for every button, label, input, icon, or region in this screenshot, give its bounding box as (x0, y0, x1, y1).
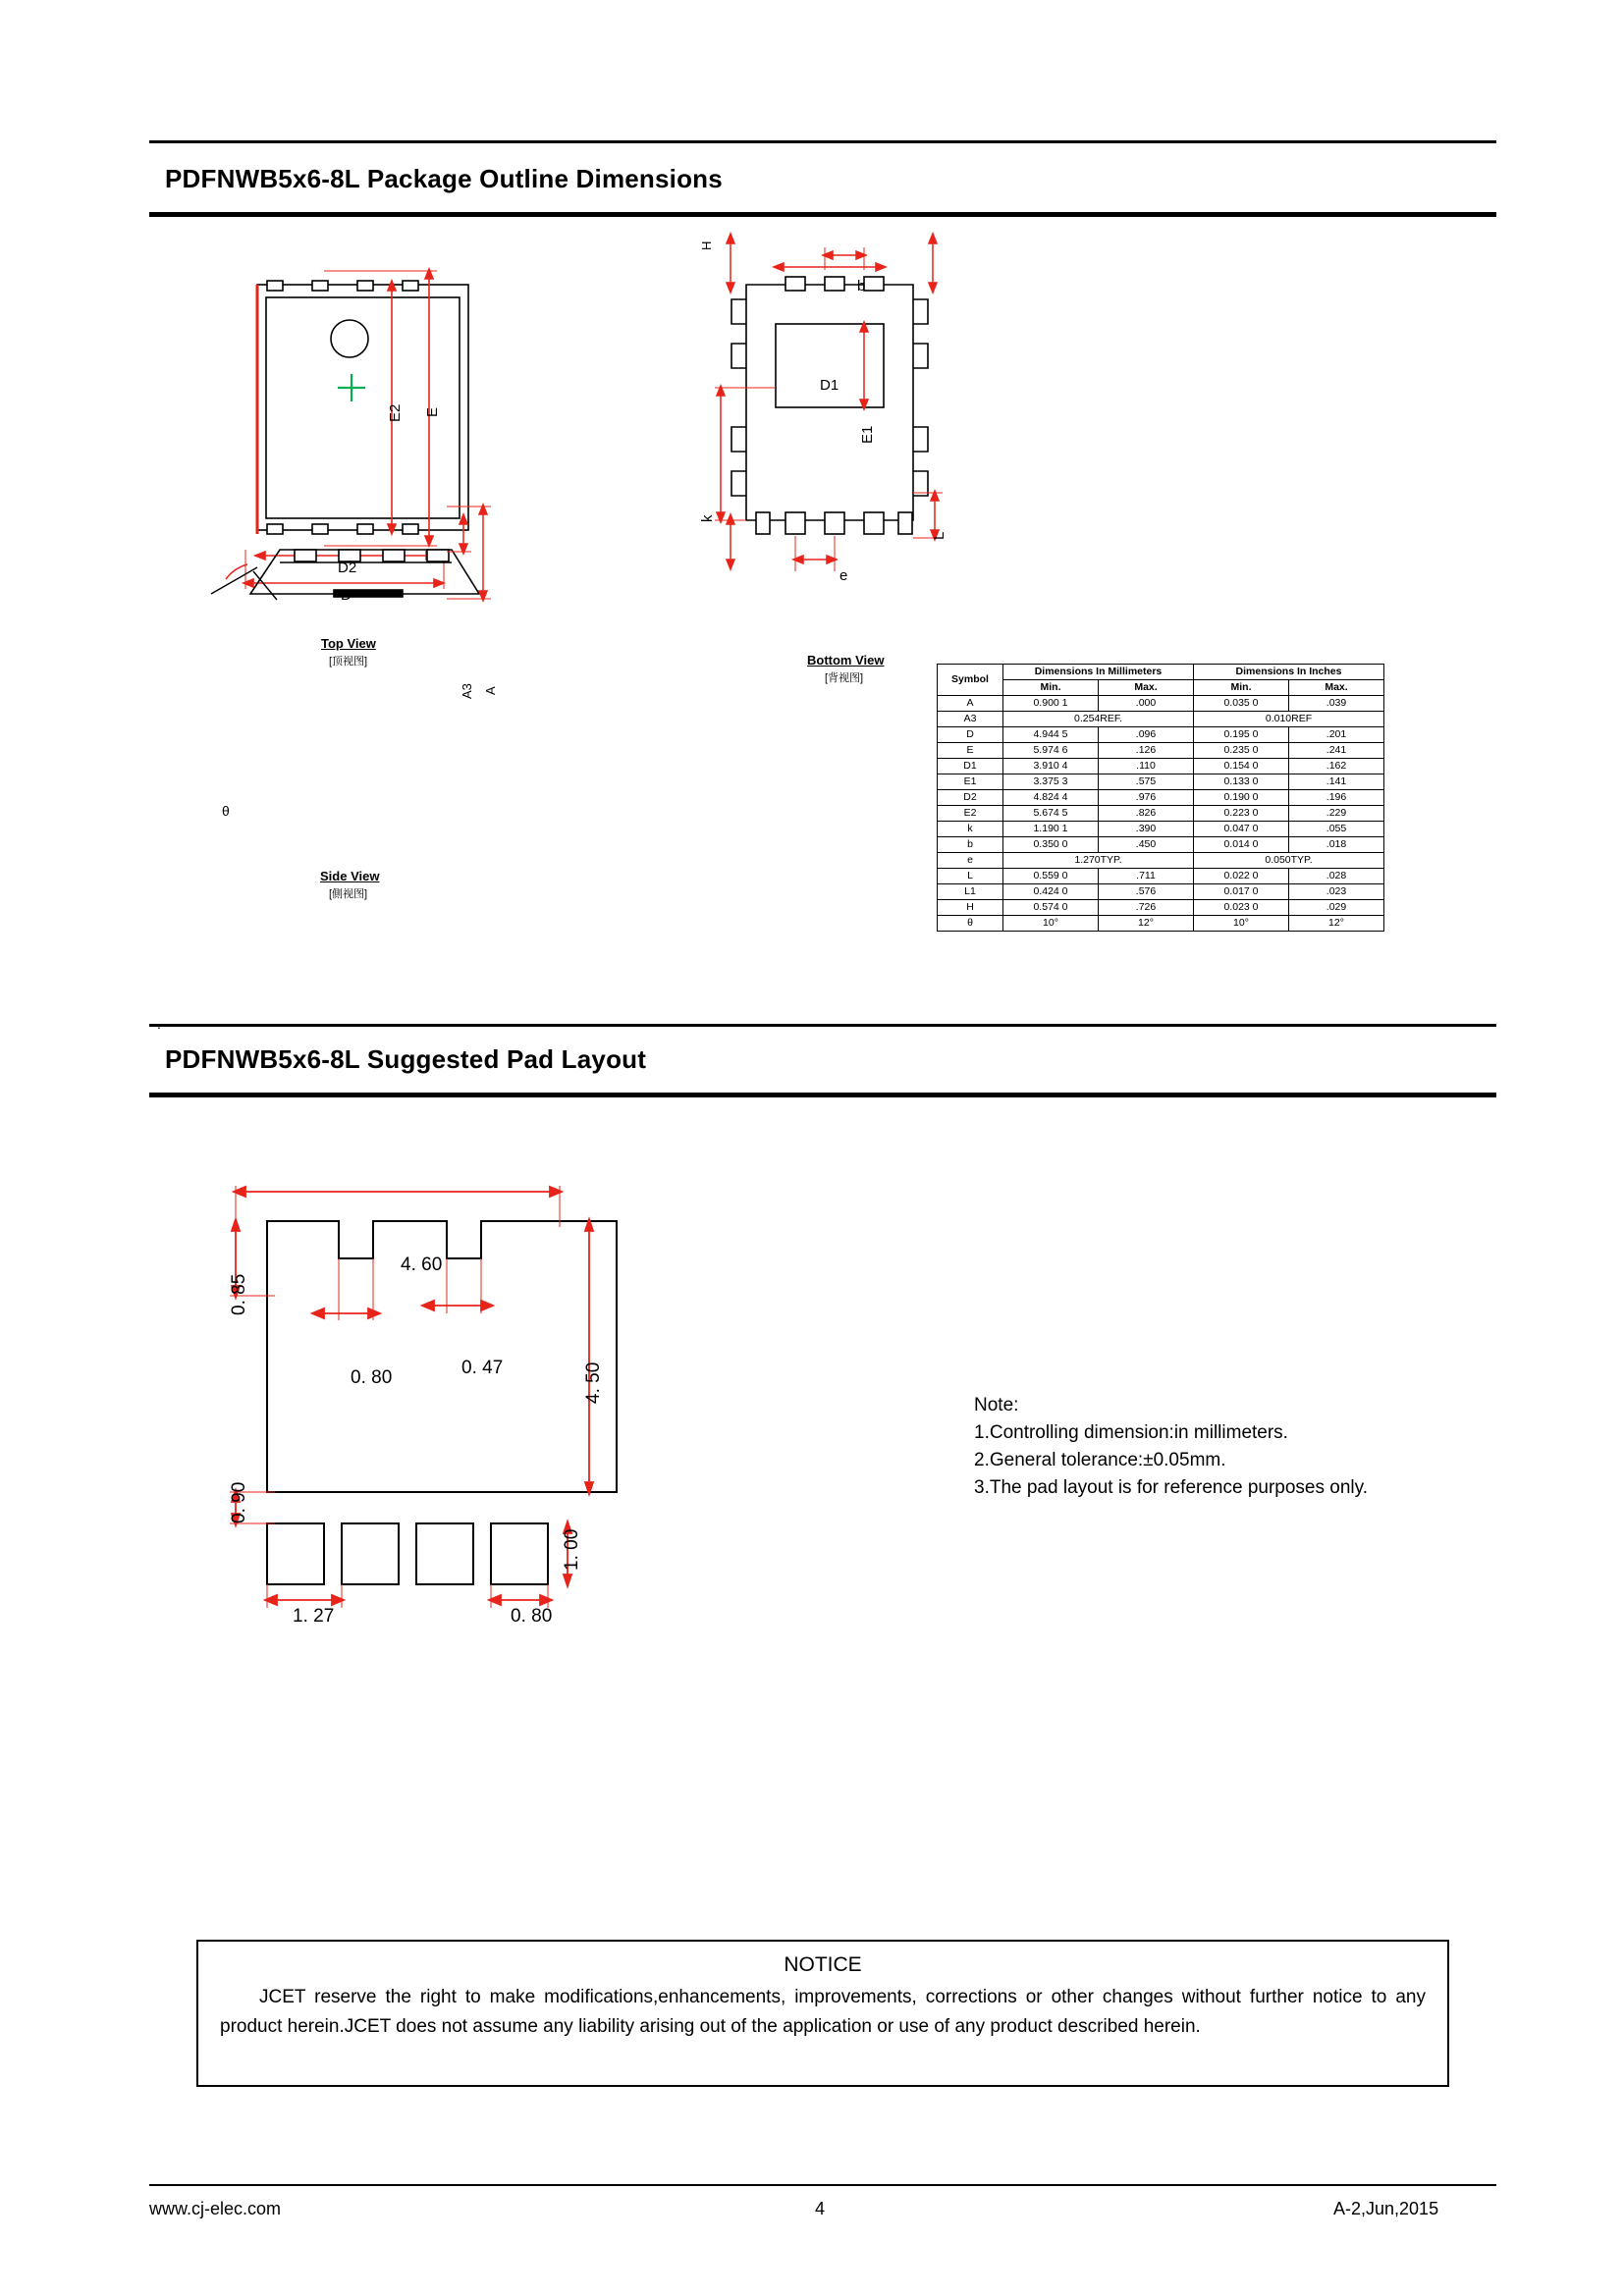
pad-dim-left-top: 0. 85 (229, 1273, 249, 1315)
pad-dim-height-right: 4. 50 (583, 1362, 604, 1404)
cell-in-min: 0.235 0 (1194, 743, 1289, 759)
cell-mm-min: 0.559 0 (1003, 869, 1099, 884)
cell-mm-min: 4.824 4 (1003, 790, 1099, 806)
footer-rule (149, 2184, 1496, 2186)
notice-line-3: of any product described herein. (934, 2016, 1201, 2037)
notice-line-2: without further notice to any product herein.JCET does not assume any liability arising out of the application or use (220, 1987, 1426, 2037)
cell-mm-max: .826 (1099, 806, 1194, 822)
label-D1: D1 (820, 377, 839, 394)
header-mm-max: Max. (1099, 680, 1194, 696)
notice-title: NOTICE (784, 1953, 862, 1976)
cell-in-min: 0.223 0 (1194, 806, 1289, 822)
label-bottom-view-cn: [背视图] (825, 672, 864, 684)
cell-in-min: 0.047 0 (1194, 822, 1289, 837)
cell-in-max: .201 (1289, 727, 1384, 743)
label-side-view: Side View (320, 869, 380, 883)
pad-dim-left-bottom: 0. 90 (229, 1481, 249, 1523)
label-A3: A3 (460, 683, 474, 699)
section-title-pad: PDFNWB5x6-8L Suggested Pad Layout (165, 1044, 647, 1074)
table-row (938, 884, 1384, 900)
cell-in-max: .029 (1289, 900, 1384, 916)
cell-in-span: 0.050TYP. (1194, 853, 1384, 869)
cell-in-max: .023 (1289, 884, 1384, 900)
cell-mm-min: 10° (1003, 916, 1099, 932)
label-D2: D2 (338, 560, 357, 576)
cell-symbol: θ (938, 916, 1003, 932)
label-theta: θ (222, 803, 230, 819)
dimensions-table (937, 664, 1384, 932)
notice-line-1: JCET reserve the right to make modifications,enhancements, improvements, corrections or other changes (259, 1987, 1173, 2007)
table-row (938, 790, 1384, 806)
cell-mm-max: .976 (1099, 790, 1194, 806)
header-in-min: Min. (1194, 680, 1289, 696)
cell-in-max: .039 (1289, 696, 1384, 712)
pad-dim-notch: 0. 47 (461, 1358, 504, 1378)
label-H: H (699, 240, 714, 250)
table-row (938, 774, 1384, 790)
cell-in-min: 10° (1194, 916, 1289, 932)
label-bottom-view: Bottom View (807, 653, 885, 667)
cell-symbol: A (938, 696, 1003, 712)
cell-symbol: E2 (938, 806, 1003, 822)
cell-in-min: 0.190 0 (1194, 790, 1289, 806)
table-row (938, 853, 1384, 869)
note-line-1: 1.Controlling dimension:in millimeters. (974, 1422, 1288, 1443)
cell-mm-max: .726 (1099, 900, 1194, 916)
cell-in-max: .162 (1289, 759, 1384, 774)
pad-dim-width-top: 4. 60 (401, 1255, 443, 1275)
cell-mm-max: .096 (1099, 727, 1194, 743)
pad-dim-pitch: 1. 27 (293, 1606, 335, 1627)
label-E: E (424, 406, 441, 417)
cell-in-min: 0.195 0 (1194, 727, 1289, 743)
cell-mm-max: .711 (1099, 869, 1194, 884)
header-inch: Dimensions In Inches (1194, 665, 1384, 680)
cell-symbol: L1 (938, 884, 1003, 900)
table-header-row (938, 665, 1384, 680)
note-line-3: 3.The pad layout is for reference purposes only. (974, 1477, 1368, 1498)
cell-mm-min: 3.375 3 (1003, 774, 1099, 790)
cell-mm-span: 1.270TYP. (1003, 853, 1194, 869)
cell-mm-max: .390 (1099, 822, 1194, 837)
table-row (938, 743, 1384, 759)
cell-in-max: .196 (1289, 790, 1384, 806)
label-top-view: Top View (321, 636, 376, 651)
notice-box (196, 1940, 1449, 2087)
label-e: e (839, 567, 848, 584)
cell-mm-span: 0.254REF. (1003, 712, 1194, 727)
note-title: Note: (974, 1395, 1019, 1415)
label-E2: E2 (387, 403, 404, 422)
label-side-view-cn: [側视图] (329, 888, 368, 900)
notice-body (198, 1977, 1447, 2052)
topview-dimensions (244, 269, 444, 589)
table-subheader-row (938, 680, 1384, 696)
cell-symbol: D2 (938, 790, 1003, 806)
cell-mm-max: .000 (1099, 696, 1194, 712)
table-row (938, 916, 1384, 932)
cell-in-max: .028 (1289, 869, 1384, 884)
label-k: k (699, 514, 716, 522)
note-line-2: 2.General tolerance:±0.05mm. (974, 1450, 1226, 1470)
cell-symbol: D1 (938, 759, 1003, 774)
table-row (938, 712, 1384, 727)
cell-in-min: 0.022 0 (1194, 869, 1289, 884)
header-mm-min: Min. (1003, 680, 1099, 696)
table-row (938, 900, 1384, 916)
cell-symbol: E (938, 743, 1003, 759)
cell-in-span: 0.010REF (1194, 712, 1384, 727)
footer-website: www.cj-elec.com (149, 2199, 282, 2218)
cell-mm-max: .110 (1099, 759, 1194, 774)
cell-symbol: b (938, 837, 1003, 853)
cell-in-max: .141 (1289, 774, 1384, 790)
pad-layout-drawing (0, 1207, 884, 1669)
cell-mm-min: 3.910 4 (1003, 759, 1099, 774)
cell-in-min: 0.023 0 (1194, 900, 1289, 916)
cell-in-min: 0.035 0 (1194, 696, 1289, 712)
cell-mm-min: 0.350 0 (1003, 837, 1099, 853)
center-marker-green (338, 374, 365, 401)
label-b: b (857, 278, 866, 294)
cell-mm-min: 5.974 6 (1003, 743, 1099, 759)
section-rule-top-pad (149, 1024, 1496, 1027)
header-symbol: Symbol (938, 665, 1003, 696)
table-row (938, 727, 1384, 743)
cell-symbol: E1 (938, 774, 1003, 790)
label-A: A (483, 686, 498, 695)
table-row (938, 869, 1384, 884)
pad-dim-bottom-pad-w: 0. 80 (511, 1606, 553, 1627)
cell-symbol: e (938, 853, 1003, 869)
cell-in-max: .018 (1289, 837, 1384, 853)
cell-mm-min: 0.424 0 (1003, 884, 1099, 900)
cell-symbol: D (938, 727, 1003, 743)
cell-in-min: 0.133 0 (1194, 774, 1289, 790)
cell-mm-min: 4.944 5 (1003, 727, 1099, 743)
label-top-view-cn: [顶视图] (329, 656, 368, 667)
pad-dimensions (230, 1186, 593, 1608)
header-in-max: Max. (1289, 680, 1384, 696)
pad-dim-bottom-pad-h: 1. 00 (562, 1528, 582, 1571)
cell-mm-max: .126 (1099, 743, 1194, 759)
header-mm: Dimensions In Millimeters (1003, 665, 1194, 680)
cell-mm-min: 0.574 0 (1003, 900, 1099, 916)
table-row (938, 806, 1384, 822)
section-title-outline: PDFNWB5x6-8L Package Outline Dimensions (165, 164, 723, 193)
cell-mm-min: 5.674 5 (1003, 806, 1099, 822)
section-rule-bottom-outline (149, 212, 1496, 217)
cell-in-max: 12° (1289, 916, 1384, 932)
table-row (938, 822, 1384, 837)
footer-revision: A-2,Jun,2015 (1333, 2199, 1439, 2218)
cell-symbol: H (938, 900, 1003, 916)
cell-mm-max: .450 (1099, 837, 1194, 853)
cell-in-max: .055 (1289, 822, 1384, 837)
note-block (974, 1392, 1368, 1502)
label-E1: E1 (859, 425, 876, 444)
cell-symbol: L (938, 869, 1003, 884)
cell-in-min: 0.154 0 (1194, 759, 1289, 774)
cell-in-min: 0.014 0 (1194, 837, 1289, 853)
table-row (938, 696, 1384, 712)
table-row (938, 837, 1384, 853)
footer-page-number: 4 (815, 2199, 826, 2218)
cell-mm-max: .575 (1099, 774, 1194, 790)
section-rule-bottom-pad (149, 1093, 1496, 1097)
stray-dot: . (157, 1016, 161, 1032)
cell-in-max: .229 (1289, 806, 1384, 822)
cell-in-min: 0.017 0 (1194, 884, 1289, 900)
cell-symbol: k (938, 822, 1003, 837)
label-L: L (931, 531, 947, 540)
cell-in-max: .241 (1289, 743, 1384, 759)
cell-mm-min: 1.190 1 (1003, 822, 1099, 837)
cell-mm-max: 12° (1099, 916, 1194, 932)
cell-symbol: A3 (938, 712, 1003, 727)
table-row (938, 759, 1384, 774)
label-D: D (341, 587, 352, 604)
section-rule-top-outline (149, 140, 1496, 143)
cell-mm-max: .576 (1099, 884, 1194, 900)
cell-mm-min: 0.900 1 (1003, 696, 1099, 712)
pad-dim-gap: 0. 80 (351, 1367, 393, 1388)
